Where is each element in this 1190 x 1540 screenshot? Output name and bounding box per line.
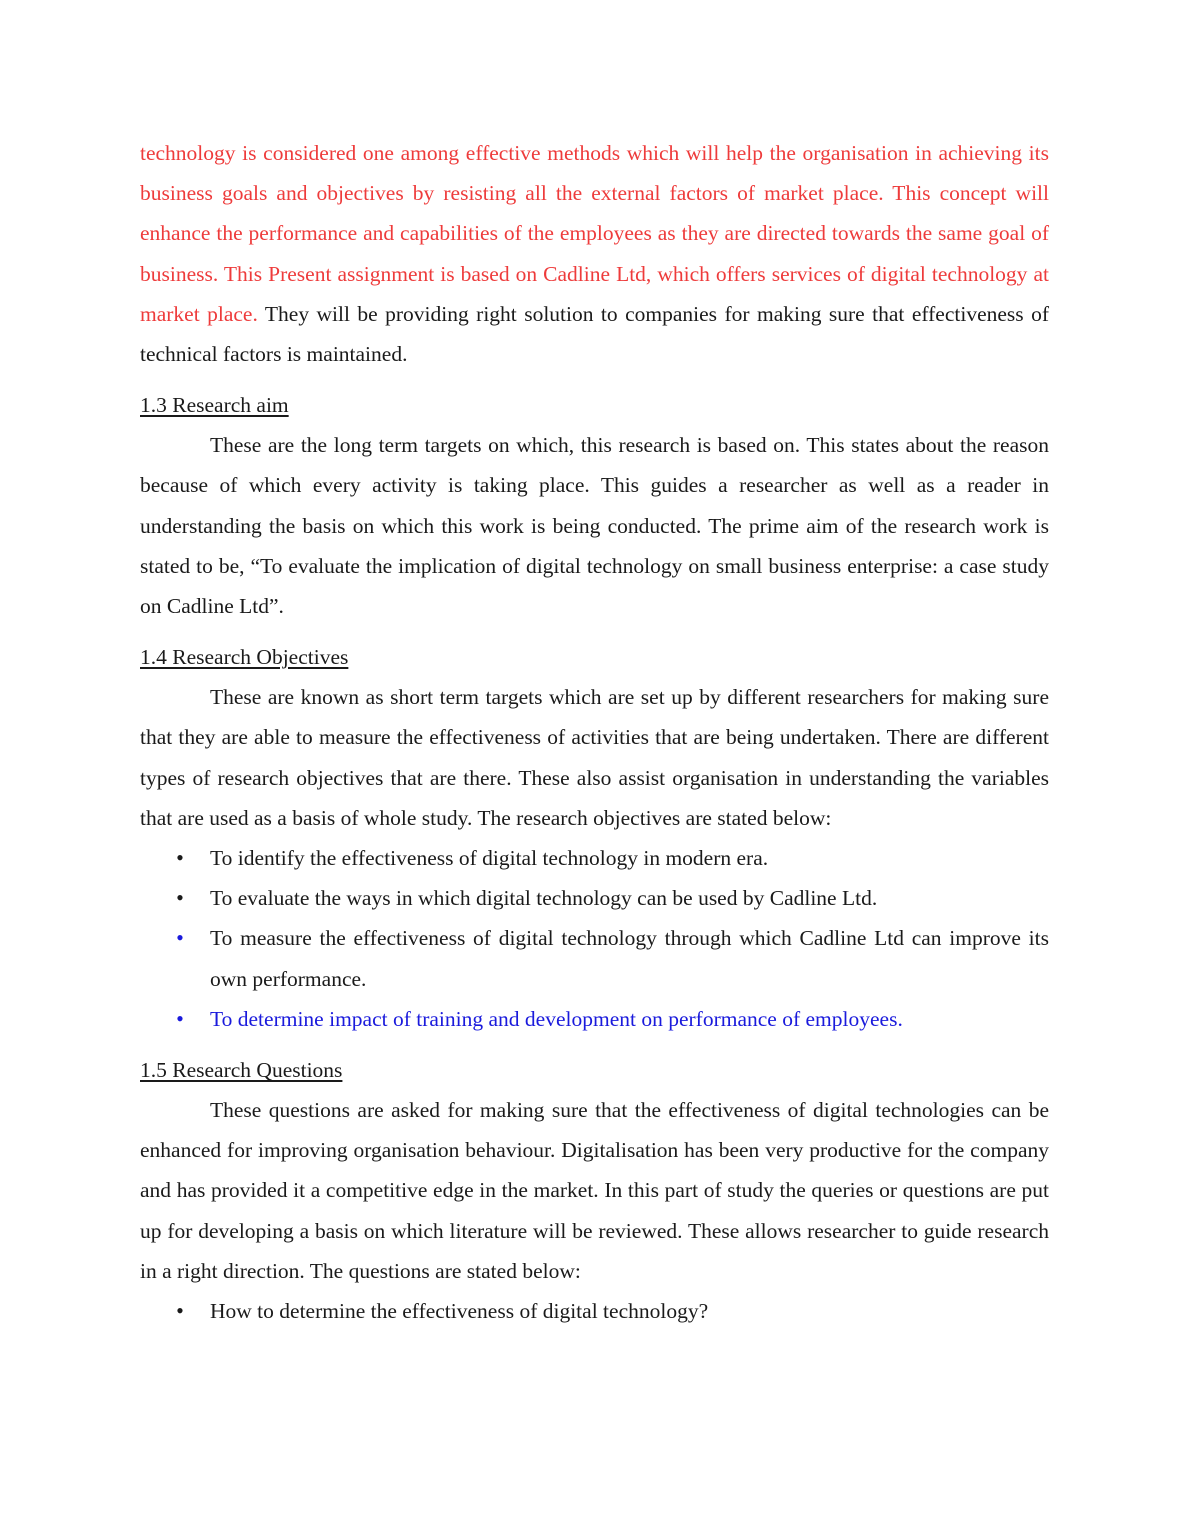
objective-item-1	[140, 838, 1049, 878]
bullet-icon: •	[176, 845, 184, 871]
objective-text: To measure the effectiveness of digital technology through which Cadline Ltd can improve its own performance.	[210, 926, 1049, 991]
research-questions-list	[140, 1291, 1049, 1331]
research-questions-paragraph: These questions are asked for making sure that the effectiveness of digital technologies can be enhanced for improving organisation behaviour. Digitalisation has been very productive for the company and has provided it a competitive edge in the market. In this part of study the queries or questions are put up for developing a basis on which literature will be reviewed. These allows researcher to guide research in a right direction. The questions are stated below:	[140, 1098, 1049, 1283]
objective-text-highlighted: To determine impact of training and development on performance of employees.	[210, 1006, 903, 1031]
objective-item-3	[140, 918, 1049, 998]
research-aim-paragraph: These are the long term targets on which, this research is based on. This states about the reason because of which every activity is taking place. This guides a researcher as well as a reader in understanding the basis on which this work is being conducted. The prime aim of the research work is stated to be, “To evaluate the implication of digital technology on small business enterprise: a case study on Cadline Ltd”.	[140, 433, 1049, 619]
question-item-1	[140, 1291, 1049, 1331]
bullet-icon: •	[176, 885, 184, 911]
research-objectives-heading: 1.4 Research Objectives	[140, 645, 349, 670]
bullet-icon: •	[176, 1005, 184, 1031]
intro-black-text: They will be providing right solution to companies for making sure that effectiveness of technical factors is maintained.	[140, 301, 1049, 367]
research-questions-heading: 1.5 Research Questions	[140, 1058, 343, 1083]
objective-item-2	[140, 878, 1049, 918]
document-page	[140, 133, 1049, 1331]
objective-text: To identify the effectiveness of digital technology in modern era.	[210, 846, 769, 871]
research-objectives-list	[140, 838, 1049, 1039]
objective-text: To evaluate the ways in which digital technology can be used by Cadline Ltd.	[210, 886, 878, 911]
intro-red-text: technology is considered one among effective methods which will help the organisation in achieving its business goals and objectives by resisting all the external factors of market place. This concept will enhance the performance and capabilities of the employees as they are directed towards the same goal of business. This Present assignment is based on Cadline Ltd, which offers services of digital technology at market place.	[140, 141, 1049, 326]
intro-paragraph	[140, 133, 1049, 374]
bullet-icon: •	[176, 925, 184, 951]
research-aim-heading: 1.3 Research aim	[140, 393, 289, 418]
question-text: How to determine the effectiveness of digital technology?	[210, 1299, 709, 1324]
objective-item-4	[140, 999, 1049, 1039]
research-objectives-paragraph: These are known as short term targets which are set up by different researchers for making sure that they are able to measure the effectiveness of activities that are being undertaken. There are different types of research objectives that are there. These also assist organisation in understanding the variables that are used as a basis of whole study. The research objectives are stated below:	[140, 685, 1049, 830]
bullet-icon: •	[176, 1298, 184, 1324]
